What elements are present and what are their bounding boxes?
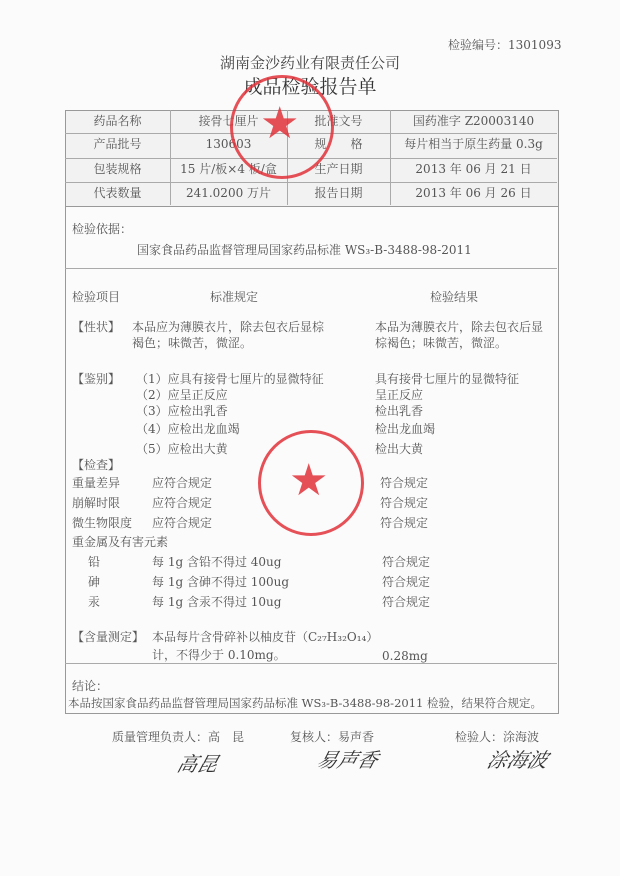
qa-label: 质量管理负责人： [112, 730, 209, 744]
character-result: 棕褐色；味微苦，微涩。 [375, 336, 508, 350]
col-item: 检验项目 [72, 290, 121, 304]
reviewer-name: 易声香 [338, 730, 375, 744]
inspection-standard: 应符合规定 [152, 476, 213, 490]
qa-signature [112, 730, 244, 744]
heavy-metal-label: 重金属及有害元素 [72, 535, 169, 549]
heavy-metal-item: 汞 [88, 595, 101, 609]
heavy-metal-result: 符合规定 [382, 555, 431, 569]
handwritten-signature-qa: 高昆 [174, 752, 221, 776]
basis-label: 检验依据： [72, 222, 133, 236]
heavy-metal-item: 砷 [88, 575, 101, 589]
section-divider [65, 268, 557, 269]
heavy-metal-result: 符合规定 [382, 595, 431, 609]
identification-result: 具有接骨七厘片的显微特征 [375, 372, 520, 386]
reviewer-signature [290, 730, 374, 744]
identification-standard: （4）应检出龙血竭 [136, 422, 240, 436]
inspection-item: 微生物限度 [72, 516, 133, 530]
identification-label: 【鉴别】 [72, 372, 121, 386]
conclusion-label: 结论： [72, 679, 109, 693]
report-number-value: 1301093 [508, 38, 562, 52]
info-value: 2013 年 06 月 26 日 [415, 186, 532, 200]
info-value: 接骨七厘片 [198, 114, 259, 128]
info-label: 批准文号 [314, 114, 363, 128]
identification-result: 呈正反应 [375, 388, 424, 402]
col-standard: 标准规定 [210, 290, 259, 304]
conclusion-text: 本品按国家食品药品监督管理局国家药品标准 WS₃-B-3488-98-2011 检验，结果符合规定。 [68, 696, 542, 710]
inspection-standard: 应符合规定 [152, 496, 213, 510]
company-name: 湖南金沙药业有限责任公司 [219, 54, 400, 72]
inspection-result: 符合规定 [380, 496, 429, 510]
page-title: 成品检验报告单 [243, 76, 377, 98]
assay-standard: 本品每片含骨碎补以柚皮苷（C₂₇H₃₂O₁₄） [152, 630, 379, 644]
receiver-quality-stamp [258, 430, 364, 536]
reviewer-label: 复核人： [290, 730, 339, 744]
identification-result: 检出乳香 [375, 404, 424, 418]
assay-standard: 计，不得少于 0.10mg。 [152, 648, 286, 662]
inspector-name: 涂海波 [503, 730, 540, 744]
report-number-label: 检验编号： [448, 38, 509, 52]
info-label: 药品名称 [93, 114, 142, 128]
info-label: 报告日期 [314, 186, 363, 200]
info-value: 15 片/板×4 板/盒 [180, 162, 277, 176]
star-icon: ★ [289, 455, 329, 506]
info-value: 241.0200 万片 [185, 186, 272, 200]
star-icon: ★ [260, 98, 300, 149]
identification-result: 检出大黄 [375, 442, 424, 456]
inspector-label: 检验人： [455, 730, 504, 744]
character-label: 【性状】 [72, 320, 121, 334]
info-value: 国药准字 Z20003140 [412, 114, 535, 128]
assay-label: 【含量测定】 [72, 630, 145, 644]
section-divider [65, 663, 557, 664]
company-quality-stamp [230, 75, 334, 179]
character-standard: 本品应为薄膜衣片，除去包衣后显棕 [132, 320, 325, 334]
identification-standard: （1）应具有接骨七厘片的显微特征 [136, 372, 324, 386]
info-label: 代表数量 [93, 186, 142, 200]
basis-text: 国家食品药品监督管理局国家药品标准 WS₃-B-3488-98-2011 [137, 243, 472, 257]
col-result: 检验结果 [430, 290, 479, 304]
identification-standard: （5）应检出大黄 [136, 442, 228, 456]
handwritten-signature-reviewer: 易声香 [314, 748, 381, 772]
inspection-result: 符合规定 [380, 476, 429, 490]
heavy-metal-standard: 每 1g 含汞不得过 10ug [152, 595, 282, 609]
report-number [448, 38, 561, 52]
inspection-label: 【检查】 [72, 458, 121, 472]
identification-standard: （3）应检出乳香 [136, 404, 228, 418]
info-label: 包装规格 [93, 162, 142, 176]
identification-standard: （2）应呈正反应 [136, 388, 228, 402]
handwritten-signature-inspector: 涂海波 [484, 748, 551, 772]
inspection-item: 重量差异 [72, 476, 121, 490]
character-standard: 褐色；味微苦，微涩。 [132, 336, 253, 350]
identification-result: 检出龙血竭 [375, 422, 436, 436]
inspection-item: 崩解时限 [72, 496, 121, 510]
inspection-standard: 应符合规定 [152, 516, 213, 530]
info-label: 产品批号 [93, 137, 142, 151]
heavy-metal-standard: 每 1g 含铅不得过 40ug [152, 555, 282, 569]
heavy-metal-item: 铅 [88, 555, 101, 569]
inspection-result: 符合规定 [380, 516, 429, 530]
heavy-metal-result: 符合规定 [382, 575, 431, 589]
inspector-signature [455, 730, 539, 744]
character-result: 本品为薄膜衣片，除去包衣后显 [375, 320, 544, 334]
info-value: 130603 [205, 137, 252, 151]
assay-result: 0.28mg [382, 649, 428, 663]
heavy-metal-standard: 每 1g 含砷不得过 100ug [152, 575, 290, 589]
info-value: 2013 年 06 月 21 日 [415, 162, 532, 176]
info-label: 生产日期 [314, 162, 363, 176]
qa-name: 高 昆 [208, 730, 245, 744]
info-label: 规 格 [314, 137, 363, 151]
info-value: 每片相当于原生药量 0.3g [404, 137, 543, 151]
